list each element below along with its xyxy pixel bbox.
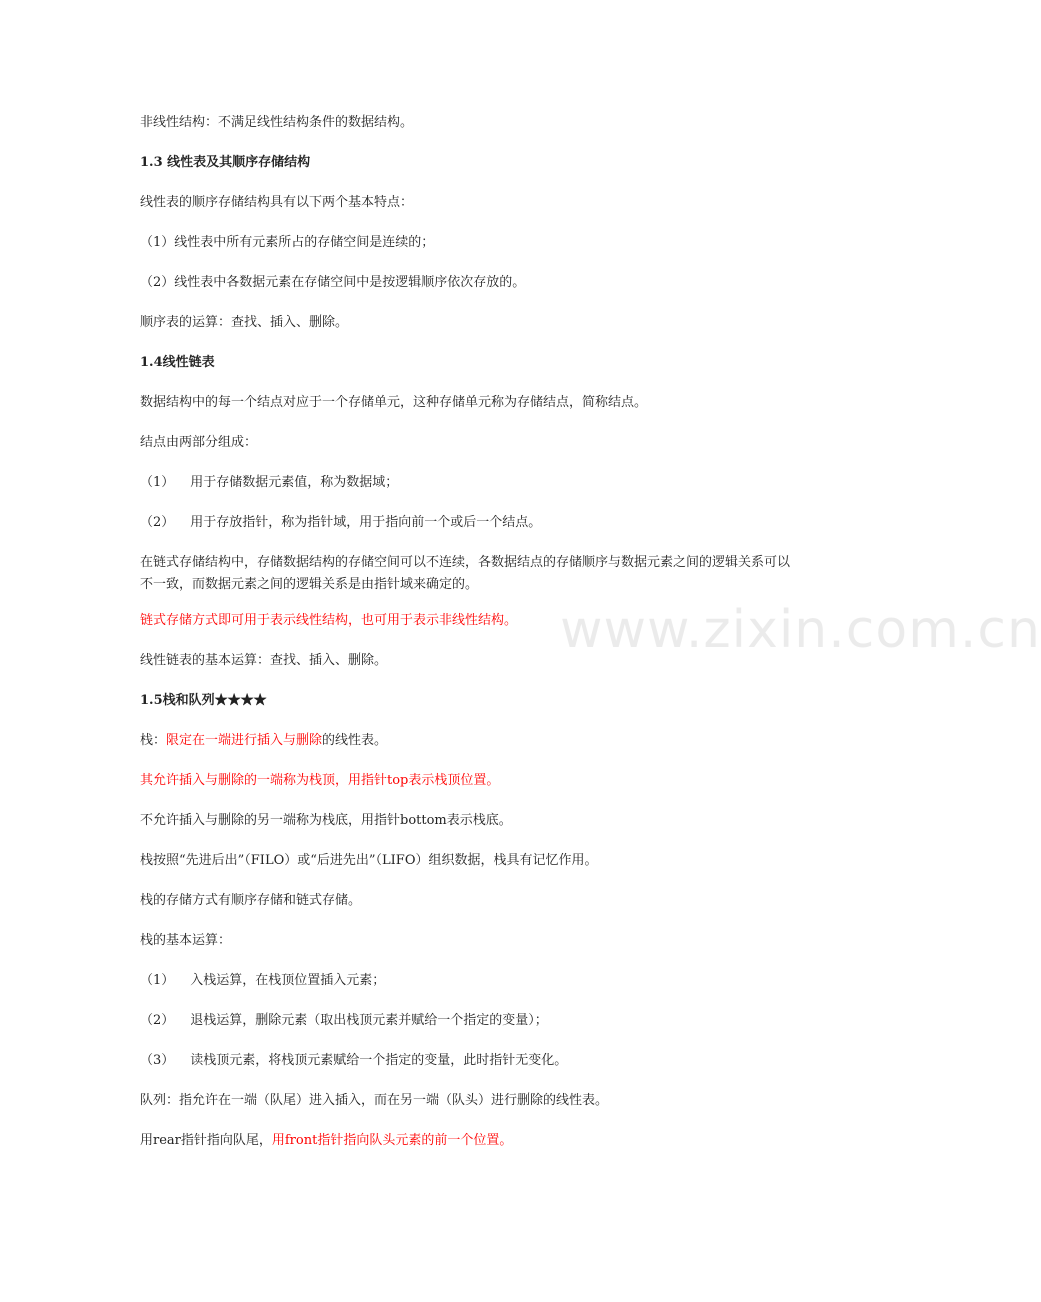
list-item-feature-1: （1）线性表中所有元素所占的存储空间是连续的； <box>140 235 435 250</box>
list-text: 读栈顶元素，将栈顶元素赋给一个指定的变量，此时指针无变化。 <box>190 1053 568 1068</box>
text-span: 栈： <box>140 733 167 748</box>
paragraph-queue-pointers <box>140 1130 800 1152</box>
paragraph-linked-highlight: 链式存储方式即可用于表示线性结构，也可用于表示非线性结构。 <box>140 613 518 628</box>
list-text: 入栈运算，在栈顶位置插入元素； <box>190 973 386 988</box>
text-span: 的线性表。 <box>322 733 388 748</box>
list-text: 用于存储数据元素值，称为数据域； <box>190 475 399 490</box>
paragraph-queue-definition: 队列：指允许在一端（队尾）进入插入，而在另一端（队头）进行删除的线性表。 <box>140 1093 609 1108</box>
paragraph-stack-definition <box>140 730 800 752</box>
paragraph-linked-storage: 在链式存储结构中，存储数据结构的存储空间可以不连续，各数据结点的存储顺序与数据元素之间的逻辑关系可以不一致，而数据元素之间的逻辑关系是由指针域来确定的。 <box>140 555 791 592</box>
list-item-pointer-field <box>140 512 800 534</box>
paragraph-stack-bottom: 不允许插入与删除的另一端称为栈底，用指针bottom表示栈底。 <box>140 813 512 828</box>
heading-1-4: 1.4线性链表 <box>140 355 215 370</box>
list-item-data-field <box>140 472 800 494</box>
list-number: （2） <box>140 1013 175 1028</box>
paragraph-sequential-operations: 顺序表的运算：查找、插入、删除。 <box>140 315 349 330</box>
paragraph-stack-order: 栈按照“先进后出”（FILO）或“后进先出”（LIFO）组织数据，栈具有记忆作用。 <box>140 853 598 868</box>
list-item-push <box>140 970 800 992</box>
heading-1-3: 1.3 线性表及其顺序存储结构 <box>140 155 311 170</box>
paragraph-storage-node: 数据结构中的每一个结点对应于一个存储单元，这种存储单元称为存储结点，简称结点。 <box>140 395 648 410</box>
paragraph-linked-operations: 线性链表的基本运算：查找、插入、删除。 <box>140 653 388 668</box>
heading-1-5: 1.5栈和队列★★★★ <box>140 693 267 708</box>
paragraph-node-parts: 结点由两部分组成： <box>140 435 258 450</box>
list-number: （2） <box>140 515 175 530</box>
list-text: 退栈运算，删除元素（取出栈顶元素并赋给一个指定的变量）； <box>190 1013 548 1028</box>
paragraph-stack-top: 其允许插入与删除的一端称为栈顶，用指针top表示栈顶位置。 <box>140 773 500 788</box>
list-number: （1） <box>140 973 175 988</box>
highlight-span: 限定在一端进行插入与删除 <box>166 733 323 748</box>
list-item-peek <box>140 1050 800 1072</box>
highlight-span: 用front指针指向队头元素的前一个位置。 <box>271 1133 513 1148</box>
list-number: （1） <box>140 475 175 490</box>
paragraph-stack-storage: 栈的存储方式有顺序存储和链式存储。 <box>140 893 362 908</box>
watermark: www.zixin.com.cn <box>560 600 1041 660</box>
paragraph-nonlinear-definition: 非线性结构：不满足线性结构条件的数据结构。 <box>140 115 414 130</box>
list-item-pop <box>140 1010 800 1032</box>
paragraph-sequential-features-intro: 线性表的顺序存储结构具有以下两个基本特点： <box>140 195 414 210</box>
paragraph-stack-operations-intro: 栈的基本运算： <box>140 933 232 948</box>
list-text: 用于存放指针，称为指针域，用于指向前一个或后一个结点。 <box>190 515 542 530</box>
text-span: 用rear指针指向队尾， <box>140 1133 272 1148</box>
list-item-feature-2: （2）线性表中各数据元素在存储空间中是按逻辑顺序依次存放的。 <box>140 275 526 290</box>
list-number: （3） <box>140 1053 175 1068</box>
